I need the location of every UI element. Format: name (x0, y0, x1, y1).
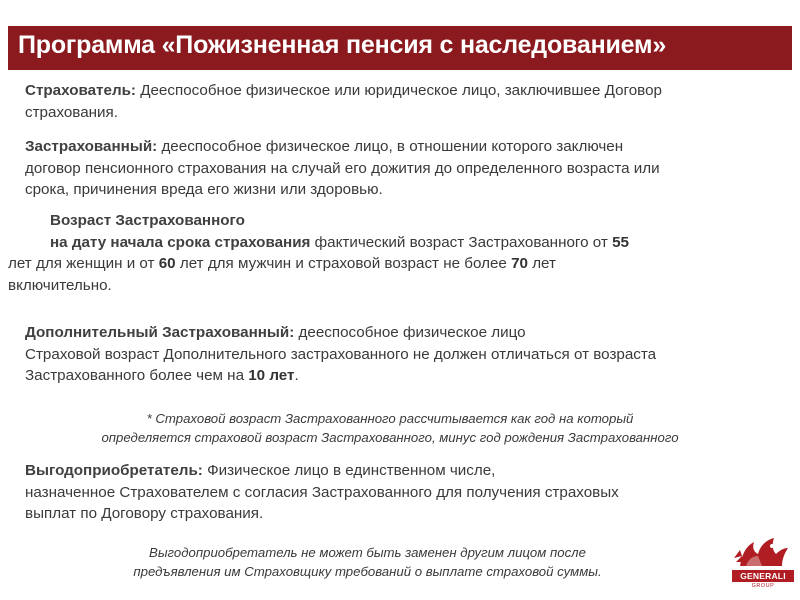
additional-insured-text-2: Страховой возраст Дополнительного застрахованного не должен отличаться от возраста (25, 345, 657, 363)
page-title: Программа «Пожизненная пенсия с наследованием» (18, 31, 667, 59)
logo-group-label: GROUP (751, 583, 775, 589)
beneficiary-term: Выгодоприобретатель: (25, 462, 203, 479)
age-term-2: на дату начала срока страхования (50, 233, 311, 251)
insurer-term: Страхователь: (25, 82, 136, 99)
age-text-2: лет для женщин и от (8, 255, 159, 272)
beneficiary-definition (25, 460, 619, 525)
winged-lion-icon (732, 532, 794, 570)
beneficiary-note-line-1: Выгодоприобретатель не может быть заменен другим лицом после (149, 545, 586, 560)
insurer-definition (25, 80, 662, 123)
age-definition (8, 210, 629, 296)
age-text-4: лет (527, 255, 556, 272)
age-female-value: 55 (612, 233, 629, 251)
insurer-text-1: Дееспособное физическое или юридическое лицо, заключившее Договор (135, 82, 662, 99)
additional-insured-text-3: Застрахованного более чем на (25, 367, 249, 384)
beneficiary-note (40, 543, 695, 581)
footnote-line-2: определяется страховой возраст Застрахованного, минус год рождения Застрахованного (101, 430, 679, 445)
age-male-value: 60 (158, 255, 176, 272)
footnote-line-1: * Страховой возраст Застрахованного рассчитывается как год на который (146, 411, 634, 426)
insured-text-1: дееспособное физическое лицо, в отношении которого заключен (157, 138, 624, 155)
additional-insured-text-4: . (294, 367, 299, 384)
beneficiary-note-line-2: предъявления им Страховщику требований о выплате страховой суммы. (133, 564, 602, 579)
insured-term: Застрахованный: (25, 138, 158, 155)
insured-age-footnote (40, 409, 740, 447)
age-max-value: 70 (511, 255, 528, 272)
age-text-3: лет для мужчин и страховой возраст не более (175, 255, 512, 272)
additional-insured-text-1: дееспособное физическое лицо (294, 324, 526, 341)
beneficiary-text-3: выплат по Договору страхования. (25, 505, 264, 522)
age-text-1: фактический возраст Застрахованного от (310, 233, 613, 251)
title-banner (8, 26, 792, 70)
age-term-1: Возраст Застрахованного (50, 212, 245, 229)
insurer-text-2: страхования. (25, 103, 118, 121)
additional-insured-definition (25, 322, 656, 387)
beneficiary-text-2: назначенное Страхователем с согласия Застрахованного для получения страховых (25, 483, 619, 501)
additional-insured-term: Дополнительный Застрахованный: (25, 324, 295, 341)
age-text-5: включительно. (8, 276, 112, 294)
age-difference-value: 10 лет (248, 367, 295, 384)
insured-text-2: договор пенсионного страхования на случай его дожития до определенного возраста или (25, 159, 660, 177)
logo-wordmark: GENERALI (732, 570, 794, 582)
insured-definition (25, 136, 660, 201)
beneficiary-text-1: Физическое лицо в единственном числе, (202, 462, 496, 479)
insured-text-3: срока, причинения вреда его жизни или здоровью. (25, 181, 383, 198)
generali-logo (732, 532, 794, 594)
